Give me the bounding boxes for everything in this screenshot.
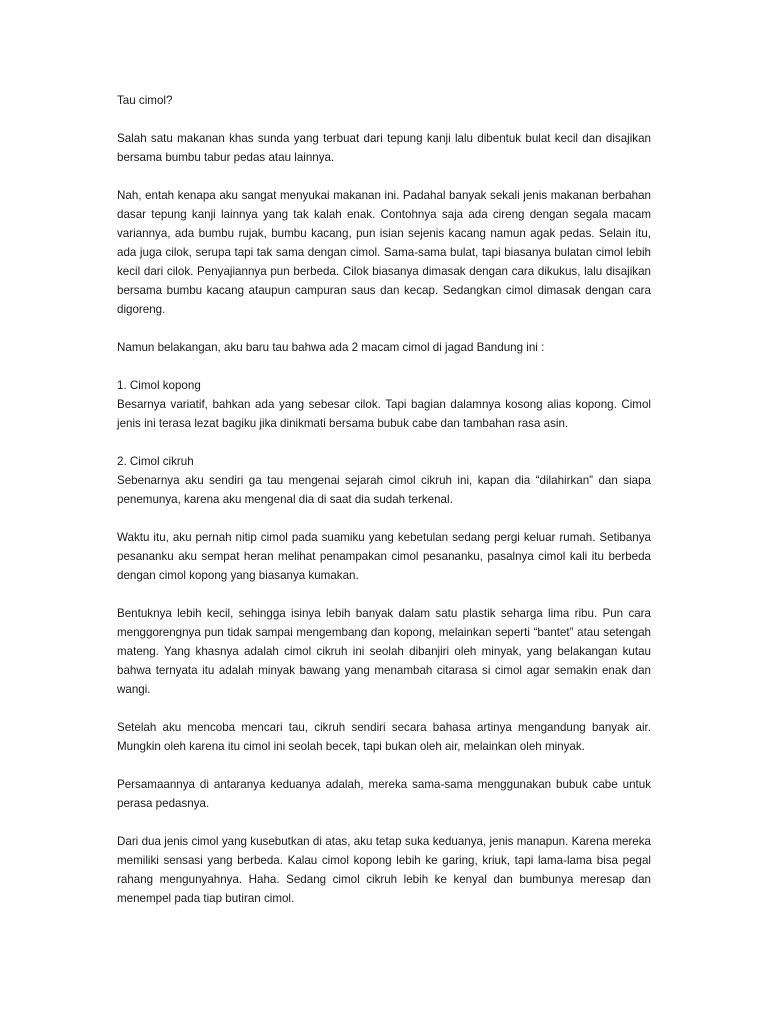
list-item-body: Besarnya variatif, bahkan ada yang sebesar cilok. Tapi bagian dalamnya kosong alias kopong. Cimol jenis ini terasa lezat bagiku jika dinikmati bersama bubuk cabe dan tambahan rasa asin. — [117, 398, 651, 430]
paragraph-shape: Bentuknya lebih kecil, sehingga isinya lebih banyak dalam satu plastik seharga lima ribu. Pun cara menggorengnya pun tidak sampai mengembang dan kopong, melainkan seperti “bantet” atau setengah mateng. Yang khasnya adalah cimol cikruh ini seolah dibanjiri oleh minyak, yang belakangan kutau bahwa ternyata itu adalah minyak bawang yang menambah citarasa si cimol agar semakin enak dan wangi. — [117, 607, 651, 696]
list-item-heading: 1. Cimol kopong — [117, 379, 201, 392]
paragraph-intro: Salah satu makanan khas sunda yang terbuat dari tepung kanji lalu dibentuk bulat kecil dan disajikan bersama bumbu tabur pedas atau lainnya. — [117, 132, 651, 164]
paragraph-similarity: Persamaannya di antaranya keduanya adalah, mereka sama-sama menggunakan bubuk cabe untuk perasa pedasnya. — [117, 778, 651, 810]
list-item-body: Sebenarnya aku sendiri ga tau mengenai sejarah cimol cikruh ini, kapan dia “dilahirkan” dan siapa penemunya, karena aku mengenal dia di saat dia sudah terkenal. — [117, 474, 651, 506]
list-item-cimol-cikruh — [117, 452, 651, 509]
list-item-cimol-kopong — [117, 376, 651, 433]
paragraph-meaning: Setelah aku mencoba mencari tau, cikruh sendiri secara bahasa artinya mengandung banyak air. Mungkin oleh karena itu cimol ini seolah becek, tapi bukan oleh air, melainkan oleh minyak. — [117, 721, 651, 753]
list-item-heading: 2. Cimol cikruh — [117, 455, 194, 468]
document-page — [117, 91, 651, 927]
document-title: Tau cimol? — [117, 94, 173, 107]
paragraph-conclusion: Dari dua jenis cimol yang kusebutkan di atas, aku tetap suka keduanya, jenis manapun. Karena mereka memiliki sensasi yang berbeda. Kalau cimol kopong lebih ke garing, kriuk, tapi lama-lama bisa pegal rahang mengunyahnya. Haha. Sedang cimol cikruh lebih ke kenyal dan bumbunya meresap dan menempel pada tiap butiran cimol. — [117, 835, 651, 905]
paragraph-ordering: Waktu itu, aku pernah nitip cimol pada suamiku yang kebetulan sedang pergi keluar rumah. Setibanya pesananku aku sempat heran melihat penampakan cimol pesananku, pasalnya cimol kali itu berbeda dengan cimol kopong yang biasanya kumakan. — [117, 531, 651, 582]
paragraph-two-kinds: Namun belakangan, aku baru tau bahwa ada 2 macam cimol di jagad Bandung ini : — [117, 341, 545, 354]
paragraph-preference: Nah, entah kenapa aku sangat menyukai makanan ini. Padahal banyak sekali jenis makanan berbahan dasar tepung kanji lainnya yang tak kalah enak. Contohnya saja ada cireng dengan segala macam variannya, ada bumbu rujak, bumbu kacang, pun isian sejenis kacang namun agak pedas. Selain itu, ada juga cilok, serupa tapi tak sama dengan cimol. Sama-sama bulat, tapi biasanya bulatan cimol lebih kecil dari cilok. Penyajiannya pun berbeda. Cilok biasanya dimasak dengan cara dikukus, lalu disajikan bersama bumbu kacang ataupun campuran saus dan kecap. Sedangkan cimol dimasak dengan cara digoreng. — [117, 189, 651, 316]
